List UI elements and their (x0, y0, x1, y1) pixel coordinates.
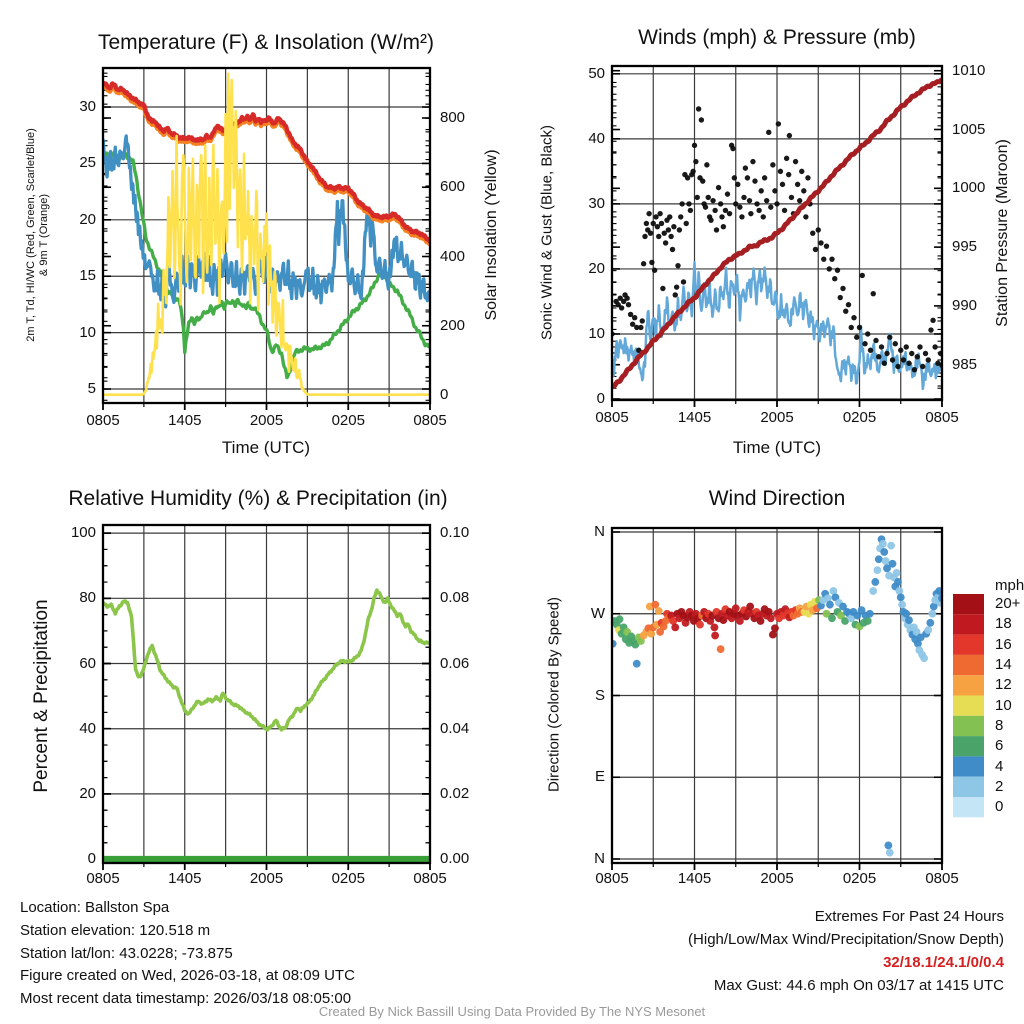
data-point (686, 201, 691, 206)
data-point (739, 214, 744, 219)
data-point (735, 182, 740, 187)
data-point (889, 560, 897, 568)
data-point (884, 841, 892, 849)
humidity-left-axis-label: Percent & Precipitation (31, 599, 52, 793)
data-point (828, 614, 836, 622)
data-point (732, 175, 737, 180)
data-point (879, 540, 887, 548)
data-point (762, 175, 767, 180)
y-right-tick-label: 400 (440, 247, 466, 265)
y-left-tick-label: E (594, 768, 605, 786)
data-point (912, 367, 917, 372)
data-point (864, 617, 872, 625)
data-point (674, 284, 679, 289)
data-point (873, 566, 881, 574)
data-timestamp: Most recent data timestamp: 2026/03/18 08:05:00 (20, 990, 352, 1008)
data-point (695, 195, 700, 200)
x-tick-label: 2005 (760, 870, 794, 887)
colorbar-swatch (953, 736, 984, 756)
data-point (667, 214, 672, 219)
colorbar-swatch (953, 716, 984, 736)
data-point (670, 247, 675, 252)
data-point (898, 601, 906, 609)
colorbar-label: 10 (995, 696, 1012, 714)
data-point (880, 548, 888, 556)
data-point (813, 247, 818, 252)
data-point (924, 626, 932, 634)
data-point (766, 130, 771, 135)
data-point (832, 276, 837, 281)
data-point (771, 624, 779, 632)
data-point (768, 204, 773, 209)
humidity-chart-title: Relative Humidity (%) & Precipitation (in) (68, 487, 448, 510)
data-point (778, 169, 783, 174)
x-tick-label: 1405 (168, 412, 202, 429)
data-point (725, 191, 730, 196)
data-point (904, 344, 909, 349)
data-point (862, 341, 867, 346)
colorbar-swatch (953, 777, 984, 797)
data-point (652, 268, 657, 273)
data-point (846, 302, 851, 307)
x-tick-label: 0805 (595, 409, 629, 426)
chart-2 (103, 525, 430, 870)
colorbar-label: 16 (995, 635, 1012, 653)
wind-left-axis-label: Sonic Wind & Gust (Blue, Black) (538, 124, 556, 341)
data-point (865, 331, 870, 336)
x-tick-label: 1405 (677, 409, 712, 426)
data-point (666, 227, 671, 232)
colorbar-swatch (953, 675, 984, 695)
data-point (696, 106, 701, 111)
y-left-tick-label: 80 (79, 589, 96, 607)
data-point (688, 208, 693, 213)
x-tick-label: 0205 (842, 409, 877, 426)
data-point (840, 286, 845, 291)
x-tick-label: 0805 (925, 409, 959, 426)
colorbar-label: 2 (995, 777, 1004, 795)
colorbar-label: 12 (995, 676, 1012, 694)
data-point (679, 201, 684, 206)
data-point (857, 325, 862, 330)
data-point (843, 309, 848, 314)
data-point (920, 654, 928, 662)
pressure-right-axis-label: Station Pressure (Maroon) (994, 139, 1011, 327)
data-point (782, 208, 787, 213)
data-point (818, 240, 823, 245)
insolation-right-axis-label: Solar Insolation (Yellow) (483, 149, 500, 321)
data-point (714, 227, 719, 232)
data-point (624, 296, 629, 301)
data-point (932, 344, 937, 349)
data-point (882, 361, 887, 366)
chart-3 (609, 528, 946, 870)
data-point (718, 201, 723, 206)
data-point (827, 266, 832, 271)
data-point (829, 256, 834, 261)
y-right-tick-label: 985 (952, 355, 978, 373)
data-point (917, 344, 922, 349)
data-point (801, 188, 806, 193)
data-point (893, 341, 898, 346)
data-point (616, 615, 624, 623)
data-point (717, 645, 725, 653)
y-left-tick-label: 20 (79, 210, 96, 228)
data-point (678, 214, 683, 219)
wind-chart-title: Winds (mph) & Pressure (mb) (638, 26, 916, 49)
data-point (772, 188, 777, 193)
x-tick-label: 0805 (86, 870, 120, 887)
y-left-tick-label: 30 (588, 194, 605, 212)
data-point (741, 195, 746, 200)
data-point (787, 133, 792, 138)
data-point (849, 325, 854, 330)
data-point (898, 348, 903, 353)
data-point (821, 256, 826, 261)
data-point (887, 542, 895, 550)
data-point (926, 619, 934, 627)
y-left-tick-label: 20 (588, 259, 605, 277)
data-point (897, 593, 905, 601)
data-point (928, 327, 933, 332)
y-left-tick-label: 15 (79, 267, 96, 285)
data-point (901, 357, 906, 362)
temp-chart-title: Temperature (F) & Insolation (W/m²) (97, 31, 435, 54)
y-right-tick-label: 0.08 (440, 589, 470, 607)
direction-left-axis-label: Direction (Colored By Speed) (545, 596, 563, 793)
x-tick-label: 0205 (331, 870, 365, 887)
data-point (737, 204, 742, 209)
y-right-tick-label: 995 (952, 238, 978, 256)
data-point (926, 357, 931, 362)
data-point (743, 165, 748, 170)
data-point (915, 354, 920, 359)
data-point (893, 569, 901, 577)
data-point (663, 240, 668, 245)
y-left-tick-label: 50 (588, 64, 605, 82)
data-point (758, 188, 763, 193)
data-point (871, 291, 876, 296)
data-point (684, 221, 689, 226)
data-point (886, 849, 894, 857)
data-point (752, 178, 757, 183)
x-tick-label: 2005 (249, 412, 284, 429)
y-left-tick-label: 60 (79, 654, 96, 672)
speed-colorbar (953, 594, 984, 817)
data-point (876, 354, 881, 359)
y-left-tick-label: W (590, 604, 605, 622)
data-point (699, 117, 704, 122)
y-right-tick-label: 600 (440, 178, 466, 196)
y-right-tick-label: 1000 (952, 179, 986, 197)
y-right-tick-label: 0.06 (440, 654, 470, 672)
data-point (704, 162, 709, 167)
y-left-tick-label: 10 (588, 324, 605, 342)
data-point (730, 146, 735, 151)
data-point (882, 557, 890, 565)
y-left-tick-label: 5 (87, 380, 96, 397)
data-point (719, 214, 724, 219)
y-right-tick-label: 0.10 (440, 524, 470, 542)
data-point (780, 182, 785, 187)
data-point (793, 159, 798, 164)
data-point (712, 208, 717, 213)
data-point (879, 344, 884, 349)
data-point (711, 623, 719, 631)
colorbar-label: 18 (995, 615, 1012, 633)
data-point (784, 156, 789, 161)
y-left-tick-label: 30 (79, 98, 96, 116)
data-point (799, 169, 804, 174)
data-point (875, 555, 883, 563)
data-point (671, 224, 676, 229)
station-elevation: Station elevation: 120.518 m (20, 921, 211, 939)
colorbar-label: 8 (995, 716, 1004, 734)
y-right-tick-label: 1010 (952, 61, 986, 79)
y-right-tick-label: 0.02 (440, 784, 470, 802)
colorbar-label: 0 (995, 798, 1004, 816)
station-location: Location: Ballston Spa (20, 899, 170, 916)
data-point (928, 610, 936, 618)
data-point (756, 208, 761, 213)
data-point (803, 214, 808, 219)
data-point (632, 315, 637, 320)
y-right-tick-label: 0.00 (440, 850, 470, 868)
data-point (675, 263, 680, 268)
data-point (727, 211, 732, 216)
data-point (657, 211, 662, 216)
temp-left-axis-label-line1: 2m T, Td, HI/WC (Red, Green, Scarlet/Blue) (25, 128, 37, 342)
data-point (805, 175, 810, 180)
data-point (745, 175, 750, 180)
data-point (671, 623, 679, 631)
y-left-tick-label: 10 (79, 323, 96, 341)
data-point (923, 351, 928, 356)
figure-created: Figure created on Wed, 2026-03-18, at 08:09 UTC (20, 967, 355, 985)
y-right-tick-label: 1005 (952, 120, 986, 138)
extremes-title: Extremes For Past 24 Hours (814, 908, 1004, 925)
data-point (706, 195, 711, 200)
data-point (619, 305, 624, 310)
data-point (851, 315, 856, 320)
data-point (716, 185, 721, 190)
data-point (648, 230, 653, 235)
y-left-tick-label: S (594, 686, 605, 704)
data-point (860, 273, 865, 278)
y-right-tick-label: 0 (440, 386, 449, 403)
data-point (873, 338, 878, 343)
data-point (750, 159, 755, 164)
y-left-tick-label: 0 (87, 850, 96, 868)
y-left-tick-label: 25 (79, 154, 96, 172)
data-point (789, 195, 794, 200)
data-point (711, 632, 719, 640)
data-point (869, 587, 877, 595)
data-point (761, 214, 766, 219)
data-point (909, 351, 914, 356)
data-point (854, 335, 859, 340)
data-point (920, 364, 925, 369)
colorbar-swatch (953, 614, 984, 634)
y-left-tick-label: N (594, 522, 605, 540)
y-left-tick-label: N (594, 850, 605, 867)
data-point (797, 198, 802, 203)
data-point (764, 198, 769, 203)
temp-time-axis-label: Time (UTC) (221, 438, 311, 457)
data-point (656, 234, 661, 239)
max-gust: Max Gust: 44.6 mph On 03/17 at 1415 UTC (713, 977, 1004, 994)
data-point (696, 621, 704, 629)
x-tick-label: 1405 (677, 870, 712, 887)
data-point (776, 121, 781, 126)
data-point (824, 243, 829, 248)
colorbar-title: mph (995, 577, 1024, 594)
data-point (655, 607, 663, 615)
data-point (748, 211, 753, 216)
data-point (659, 221, 664, 226)
station-info-block (20, 897, 355, 1011)
data-point (838, 295, 843, 300)
data-point (774, 201, 779, 206)
data-point (757, 617, 765, 625)
data-point (746, 603, 754, 611)
data-point (816, 227, 821, 232)
data-point (692, 143, 697, 148)
colorbar-label: 14 (995, 656, 1012, 674)
data-point (700, 178, 705, 183)
y-left-tick-label: 0 (596, 390, 605, 408)
colorbar-swatch (953, 655, 984, 675)
station-latlon: Station lat/lon: 43.0228; -73.875 (20, 944, 233, 962)
data-point (835, 268, 840, 273)
y-left-tick-label: 20 (79, 784, 96, 802)
data-point (754, 201, 759, 206)
data-point (677, 227, 682, 232)
data-point (866, 610, 874, 618)
data-point (906, 361, 911, 366)
direction-chart-title: Wind Direction (708, 487, 846, 510)
y-left-tick-label: 100 (70, 524, 96, 542)
data-point (721, 224, 726, 229)
colorbar-swatch (953, 696, 984, 716)
extremes-subtitle: (High/Low/Max Wind/Precipitation/Snow Depth) (688, 931, 1004, 948)
data-point (871, 578, 879, 586)
chart-0 (103, 68, 430, 410)
data-point (747, 198, 752, 203)
data-point (895, 364, 900, 369)
x-tick-label: 2005 (760, 409, 794, 426)
extremes-values: 32/18.1/24.1/0/0.4 (883, 954, 1004, 971)
data-point (690, 169, 695, 174)
data-point (681, 279, 686, 284)
data-point (894, 578, 902, 586)
credit-line: Created By Nick Bassill Using Data Provided By The NYS Mesonet (318, 1004, 706, 1019)
data-point (736, 617, 744, 625)
data-point (710, 198, 715, 203)
data-point (693, 159, 698, 164)
data-point (884, 351, 889, 356)
data-point (795, 182, 800, 187)
data-point (641, 261, 646, 266)
y-right-tick-label: 800 (440, 108, 466, 126)
data-point (626, 302, 631, 307)
data-point (646, 211, 651, 216)
data-point (767, 614, 775, 622)
colorbar-swatch (953, 594, 984, 614)
x-tick-label: 0805 (86, 412, 120, 429)
y-left-tick-label: 40 (588, 129, 605, 147)
data-point (905, 616, 913, 624)
x-tick-label: 0805 (925, 870, 959, 887)
data-point (673, 292, 678, 297)
data-point (642, 234, 647, 239)
x-tick-label: 0805 (413, 412, 447, 429)
colorbar-swatch (953, 635, 984, 655)
y-right-tick-label: 0.04 (440, 719, 470, 737)
colorbar-swatch (953, 756, 984, 776)
x-tick-label: 0205 (842, 870, 877, 887)
data-point (649, 260, 654, 265)
x-tick-label: 0205 (331, 412, 365, 429)
data-point (703, 204, 708, 209)
data-point (640, 318, 645, 323)
x-tick-label: 1405 (168, 870, 202, 887)
x-tick-label: 0805 (595, 870, 629, 887)
data-point (644, 221, 649, 226)
data-point (868, 348, 873, 353)
extremes-block (688, 905, 1004, 997)
temp-left-axis-label (25, 65, 51, 405)
data-point (810, 230, 815, 235)
data-point (786, 172, 791, 177)
data-point (732, 604, 740, 612)
x-tick-label: 0805 (413, 870, 447, 887)
y-right-tick-label: 990 (952, 296, 978, 314)
data-point (708, 217, 713, 222)
wind-time-axis-label: Time (UTC) (732, 438, 822, 457)
temp-left-axis-label-line2: & 9m T (Orange) (38, 193, 50, 277)
data-point (890, 357, 895, 362)
data-point (887, 335, 892, 340)
colorbar-label: 20+ (995, 595, 1021, 613)
data-point (633, 660, 641, 668)
colorbar-label: 6 (995, 737, 1004, 755)
x-tick-label: 2005 (249, 870, 284, 887)
colorbar-swatch (953, 797, 984, 817)
data-point (660, 286, 665, 291)
data-point (930, 318, 935, 323)
chart-1 (609, 66, 944, 407)
y-left-tick-label: 40 (79, 719, 96, 737)
data-point (770, 162, 775, 167)
data-point (826, 601, 834, 609)
y-right-tick-label: 200 (440, 316, 466, 334)
colorbar-label: 4 (995, 757, 1004, 775)
data-point (668, 234, 673, 239)
data-point (638, 325, 643, 330)
